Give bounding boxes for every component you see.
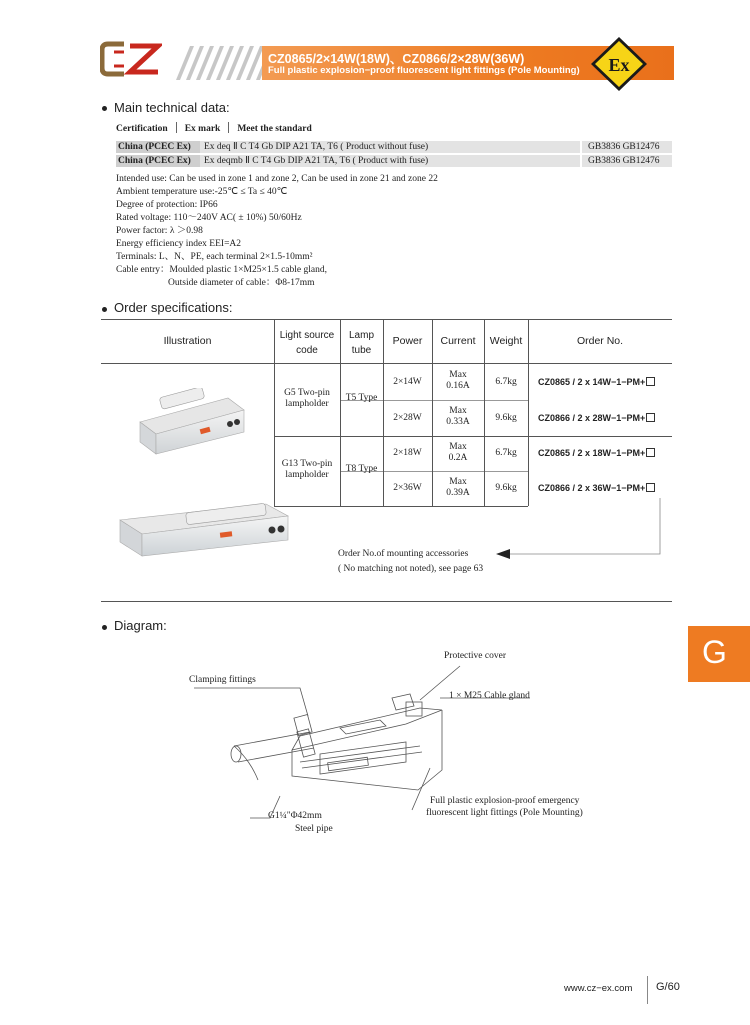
cert-header-certification: Certification (116, 124, 168, 134)
table-divider (528, 319, 529, 506)
power-cell: 2×14W (393, 377, 422, 387)
current-cell: Max 0.2A (448, 442, 468, 463)
section-title-diagram: Diagram: (114, 618, 167, 633)
label-fitting-description-2: fluorescent light fittings (Pole Mounting) (426, 808, 583, 818)
col-header-lamp-tube: Lamp tube (348, 330, 374, 356)
label-clamping-fittings: Clamping fittings (189, 675, 256, 685)
page-number: G/60 (656, 981, 680, 993)
spec-line: Energy efficiency index EEI=A2 (116, 239, 242, 249)
page-subtitle: Full plastic explosion−proof fluorescent light fittings (Pole Mounting) (268, 65, 580, 76)
order-no-cell: CZ0866 / 2 x 36W−1−PM+ (538, 483, 655, 493)
table-rule (101, 363, 672, 364)
power-cell: 2×28W (393, 413, 422, 423)
cert-header-ex-mark: Ex mark (184, 124, 221, 134)
accessory-note: Order No.of mounting accessories (338, 549, 469, 559)
cert-header-standard: Meet the standard (237, 124, 312, 134)
ex-badge-text: Ex (608, 55, 630, 75)
cert-mark: Ex deqmb Ⅱ C T4 Gb DIP A21 TA, T6 ( Product with fuse) (204, 156, 429, 166)
table-rule (101, 319, 672, 320)
label-pipe-size: G1¼"Φ42mm (268, 811, 322, 821)
section-title-technical: Main technical data: (114, 100, 230, 115)
spec-line: Degree of protection: IP66 (116, 200, 218, 210)
spec-line: Intended use: Can be used in zone 1 and zone 2, Can be used in zone 21 and zone 22 (116, 174, 438, 184)
bullet (102, 106, 107, 111)
accessory-note-page: ( No matching not noted), see page 63 (338, 564, 484, 574)
power-cell: 2×36W (393, 483, 422, 493)
footer-url: www.cz−ex.com (564, 983, 633, 994)
weight-cell: 6.7kg (495, 377, 517, 387)
bullet (102, 625, 107, 630)
cert-header (116, 122, 312, 134)
light-source-cell: G13 Two-pin lampholder (281, 459, 333, 480)
col-header-weight: Weight (489, 335, 523, 347)
small-light-fitting-image (136, 388, 248, 464)
spec-line: Outside diameter of cable：Φ8-17mm (168, 278, 315, 288)
section-divider (101, 601, 672, 602)
power-cell: 2×18W (393, 448, 422, 458)
cert-country: China (PCEC Ex) (116, 155, 200, 167)
col-header-power: Power (392, 335, 423, 347)
spec-line: Cable entry：Moulded plastic 1×M25×1.5 cable gland, (116, 265, 327, 275)
checkbox-icon (646, 413, 655, 422)
cert-standard: GB3836 GB12476 (588, 156, 660, 166)
bullet (102, 307, 107, 312)
section-tab-letter: G (702, 634, 727, 670)
col-header-illustration: Illustration (163, 335, 212, 347)
col-header-current: Current (440, 335, 476, 347)
label-steel-pipe: Steel pipe (295, 824, 333, 834)
current-cell: Max 0.39A (446, 477, 470, 498)
large-light-fitting-image (116, 494, 292, 576)
table-rule (274, 436, 672, 437)
label-fitting-description: Full plastic explosion-proof emergency (430, 796, 580, 806)
light-source-cell: G5 Two-pin lampholder (284, 388, 330, 409)
spec-line: Power factor: λ ＞0.98 (116, 226, 203, 236)
cert-country: China (PCEC Ex) (116, 141, 200, 153)
col-header-order-no: Order No. (576, 335, 624, 347)
page-title: CZ0865/2×14W(18W)、CZ0866/2×28W(36W) (268, 52, 525, 66)
order-no-cell: CZ0865 / 2 x 14W−1−PM+ (538, 377, 655, 387)
order-no-cell: CZ0866 / 2 x 28W−1−PM+ (538, 413, 655, 423)
current-cell: Max 0.16A (446, 370, 470, 391)
lamp-tube-cell: T5 Type (345, 393, 378, 403)
ex-badge-icon (590, 36, 648, 92)
checkbox-icon (646, 483, 655, 492)
cert-row (116, 141, 672, 153)
spec-list (116, 173, 438, 290)
current-cell: Max 0.33A (446, 406, 470, 427)
cert-mark: Ex deq Ⅱ C T4 Gb DIP A21 TA, T6 ( Product without fuse) (204, 142, 429, 152)
weight-cell: 9.6kg (495, 483, 517, 493)
accessory-pointer (490, 496, 670, 560)
label-cable-gland: 1 × M25 Cable gland (449, 691, 530, 701)
weight-cell: 6.7kg (495, 448, 517, 458)
cert-row (116, 155, 672, 167)
header-stripes (168, 46, 272, 80)
lamp-tube-cell: T8 Type (345, 464, 378, 474)
cert-standard: GB3836 GB12476 (588, 142, 660, 152)
spec-line: Ambient temperature use:-25℃ ≤ Ta ≤ 40℃ (116, 187, 288, 197)
spec-line: Rated voltage: 110～240V AC( ± 10%) 50/60Hz (116, 213, 302, 223)
footer-divider (647, 976, 648, 1004)
checkbox-icon (646, 448, 655, 457)
label-protective-cover: Protective cover (444, 651, 506, 661)
checkbox-icon (646, 377, 655, 386)
col-header-light-source: Light source code (279, 330, 335, 356)
section-tab (688, 626, 750, 682)
weight-cell: 9.6kg (495, 413, 517, 423)
spec-line: Terminals: L、N、PE, each terminal 2×1.5-10mm² (116, 252, 313, 262)
order-no-cell: CZ0865 / 2 x 18W−1−PM+ (538, 448, 655, 458)
section-title-order: Order specifications: (114, 300, 233, 315)
cz-logo (100, 38, 162, 80)
